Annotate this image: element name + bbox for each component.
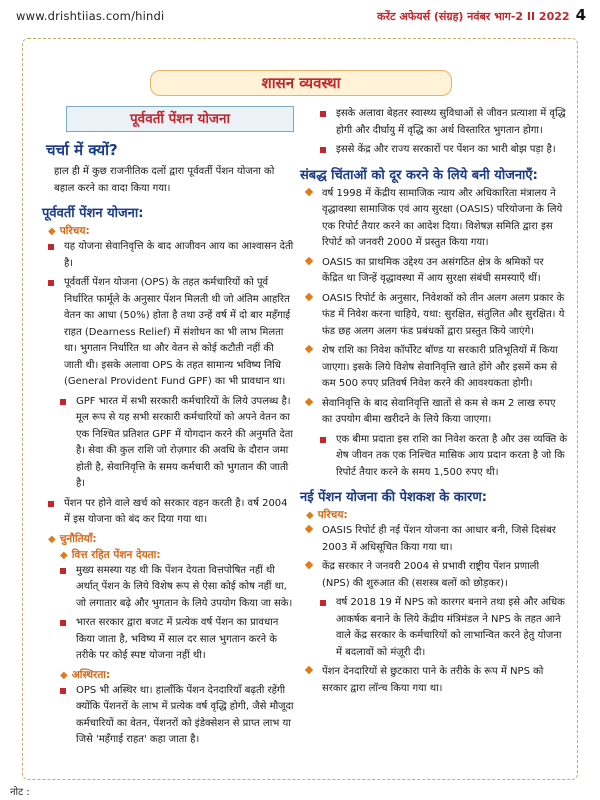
square-bullet-icon [320,147,326,153]
issue-title [377,6,586,24]
diamond-bullet-icon: ◆ [306,510,314,521]
diamond-bullet-icon: ◆ [48,533,56,545]
square-bullet-icon [48,280,54,286]
square-bullet-icon [48,244,54,250]
diamond-bullet-icon: ◆ [48,226,56,237]
list-item: GPF भारत में सभी सरकारी कर्मचारियों के लिये उपलब्ध है। मूल रूप से यह सभी सरकारी कर्मचारियों को अपने वेतन का एक निश्चित प्रतिशत GPF में योगदान करने की अनुमति देता है। सेवा की कुल राशि जो रोज़गार की अवधि के दौरान जमा होती है, सेवानिवृत्ति के समय कर्मचारी को भुगतान की जाती है। [60,394,294,493]
why-text: हाल ही में कुछ राजनीतिक दलों द्वारा पूर्ववर्ती पेंशन योजना को बहाल करने का वादा किया गया। [54,166,275,194]
challenges-label: ◆ चुनौतियाँ: [48,532,97,545]
diamond-bullet-icon: ◆ [60,549,68,561]
square-bullet-icon [60,688,66,694]
list-item: पेंशन पर होने वाले खर्च को सरकार वहन करती है। वर्ष 2004 में इस योजना को बंद कर दिया गया था। [48,496,294,529]
list-item: शेष राशि का निवेश कॉर्पोरेट बॉण्ड या सरकारी प्रतिभूतियों में किया जाएगा। इसके लिये विशेष सेवानिवृत्ति खाते होंगे और इसमें कम से कम 500 रुपए प्रतिवर्ष निवेश करने की आवश्यकता होगी। [306,343,568,393]
list-item: OASIS रिपोर्ट के अनुसार, निवेशकों को तीन अलग अलग प्रकार के फंड में निवेश करना चाहिये, यथा: सुरक्षित, संतुलित और सुरक्षित। ये फंड छह अलग अलग फंड प्रबंधकों द्वारा प्रस्तुत किये जाएंगे। [306,291,568,341]
footer-note: नोट : [10,787,30,798]
section-title: शासन व्यवस्था [150,70,452,96]
diamond-bullet-icon [305,187,313,195]
diamond-bullet-icon [305,256,313,264]
list-item: पूर्ववर्ती पेंशन योजना (OPS) के तहत कर्मचारियों को पूर्व निर्धारित फार्मूले के अनुसार पेंशन मिलती थी जो अंतिम आहरित वेतन का आधा (50%) होता है तथा उन्हें वर्ष में दो बार महँगाई राहत (Dearness Relief) में संशोधन का भी लाभ मिलता था। भुगतान निर्धारित था और वेतन से कोई कटौती नहीं की जाती थी। इसके अलावा OPS के तहत सामान्य भविष्य निधि (General Provident Fund GPF) का भी प्रावधान था। [48,275,294,391]
list-item: यह योजना सेवानिवृत्ति के बाद आजीवन आय का आश्वासन देती है। [48,239,294,272]
list-item: वर्ष 1998 में केंद्रीय सामाजिक न्याय और अधिकारिता मंत्रालय ने वृद्धावस्था सामाजिक एवं आय सुरक्षा (OASIS) परियोजना के लिये एक रिपोर्ट तैयार करने का आदेश दिया। विशेषज्ञ समिति द्वारा इस रिपोर्ट को जनवरी 2000 में प्रस्तुत किया गया। [306,186,568,252]
site-url[interactable]: www.drishtiias.com/hindi [16,9,165,23]
list-item: पेंशन देनदारियों से छुटकारा पाने के तरीके के रूप में NPS को सरकार द्वारा लॉन्च किया गया था। [306,664,568,697]
list-item: एक बीमा प्रदाता इस राशि का निवेश करता है और उस व्यक्ति के शेष जीवन तक एक निश्चित मासिक आय प्रदान करता है जो कि रिपोर्ट तैयार करने के समय 1,500 रुपए थी। [320,432,568,482]
diamond-bullet-icon [305,666,313,674]
list-item: सेवानिवृत्ति के बाद सेवानिवृत्ति खातों से कम से कम 2 लाख रुपए का उपयोग बीमा खरीदने के लिये किया जाएगा। [306,396,568,429]
issue-label: करेंट अफेयर्स (संग्रह) नवंबर भाग-2 II 2022 [377,10,570,23]
square-bullet-icon [48,501,54,507]
list-item: मुख्य समस्या यह थी कि पेंशन देयता वित्तपोषित नहीं थी अर्थात् पेंशन के लिये विशेष रूप से ऐसा कोई कोष नहीं था, जो लगातार बढ़े और भुगतान के लिये उपयोग किया जा सके। [60,563,294,613]
square-bullet-icon [60,399,66,405]
article-title: पूर्ववर्ती पेंशन योजना [66,106,294,132]
list-item: OASIS रिपोर्ट ही नई पेंशन योजना का आधार बनी, जिसे दिसंबर 2003 में अधिसूचित किया गया था। [306,523,568,556]
list-item: वर्ष 2018 19 में NPS को कारगर बनाने तथा इसे और अधिक आकर्षक बनाने के लिये केंद्रीय मंत्रिमंडल ने NPS के तहत आने वाले केंद्र सरकार के कर्मचारियों को लाभान्वित करने हेतु योजना में बदलावों को मंज़ूरी दी। [320,595,568,661]
why-heading: चर्चा में क्यों? [46,141,118,159]
diamond-bullet-icon [305,345,313,353]
diamond-bullet-icon [305,525,313,533]
diamond-bullet-icon [305,292,313,300]
diamond-bullet-icon [305,397,313,405]
list-item: इसके अलावा बेहतर स्वास्थ्य सुविधाओं से जीवन प्रत्याशा में वृद्धि होगी और दीर्घायु में वृद्धि का अर्थ विस्तारित भुगतान होगा। [320,106,568,139]
list-item: केंद्र सरकार ने जनवरी 2004 से प्रभावी राष्ट्रीय पेंशन प्रणाली (NPS) की शुरुआत की (सशस्त्र बलों को छोड़कर)। [306,559,568,592]
diamond-bullet-icon [305,561,313,569]
related-heading: संबद्ध चिंताओं को दूर करने के लिये बनी योजनाएँ: [300,167,538,183]
square-bullet-icon [320,437,326,443]
nps-heading: नई पेंशन योजना की पेशकश के कारण: [300,490,487,505]
unsustain-label: ◆ अस्थिरता: [60,668,111,681]
square-bullet-icon [320,600,326,606]
square-bullet-icon [60,620,66,626]
unfunded-label: ◆ वित्त रहित पेंशन देयता: [60,548,161,561]
intro-label: ◆ परिचय: [48,225,90,237]
ops-heading: पूर्ववर्ती पेंशन योजना: [42,206,144,221]
right-column [300,106,568,700]
square-bullet-icon [60,568,66,574]
list-item: भारत सरकार द्वारा बजट में प्रत्येक वर्ष पेंशन का प्रावधान किया जाता है, भविष्य में साल दर साल भुगतान करने के तरीके पर कोई स्पष्ट योजना नहीं थी। [60,615,294,665]
list-item: OPS भी अस्थिर था। हालाँकि पेंशन देनदारियाँ बढ़ती रहेंगी क्योंकि पेंशनरों के लाभ में प्रत्येक वर्ष वृद्धि होगी, जैसे मौजूदा कर्मचारियों का वेतन, पेंशनरों को इंडेक्सेशन से प्राप्त लाभ या जिसे 'महँगाई राहत' कहा जाता है। [60,683,294,749]
list-item: इससे केंद्र और राज्य सरकारों पर पेंशन का भारी बोझ पड़ा है। [320,142,568,159]
page-header [0,0,600,38]
page-number: 4 [575,6,586,24]
diamond-bullet-icon: ◆ [60,669,68,681]
left-column [42,106,294,752]
nps-intro-label: ◆ परिचय: [306,509,348,521]
square-bullet-icon [320,111,326,117]
list-item: OASIS का प्राथमिक उद्देश्य उन असंगठित क्षेत्र के श्रमिकों पर केंद्रित था जिन्हें वृद्धावस्था में आय सुरक्षा संबंधी समस्याएँ थीं। [306,255,568,288]
